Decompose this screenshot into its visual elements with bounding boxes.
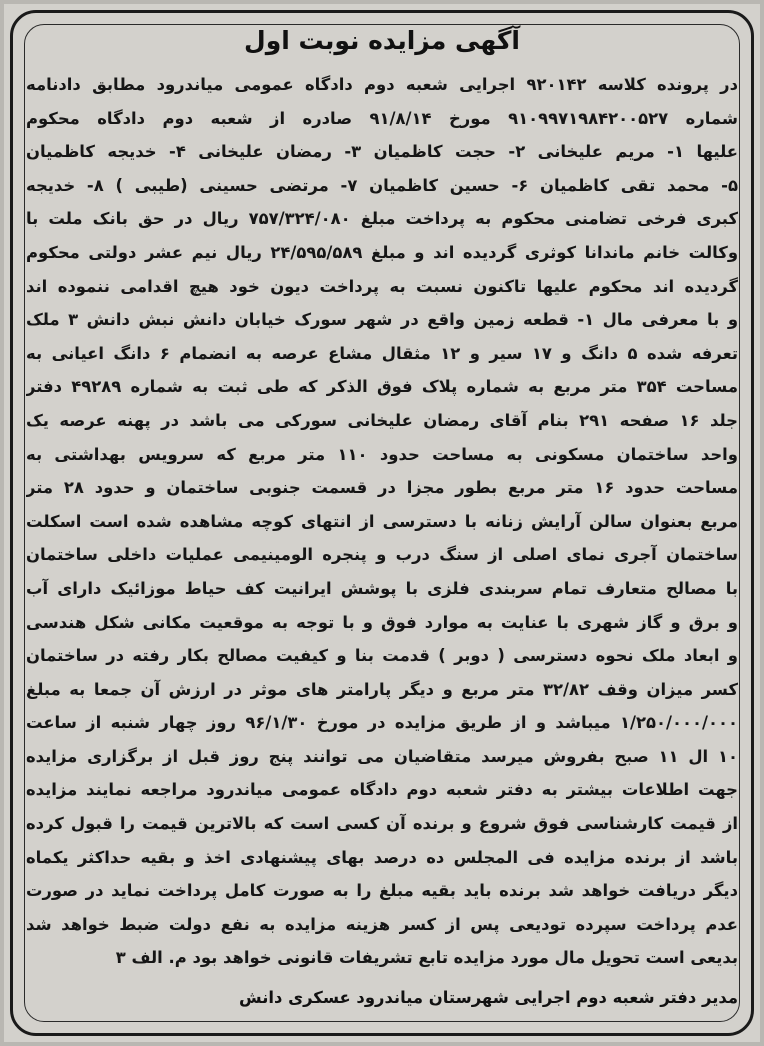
- notice-line: و برق و گاز شهری با عنایت به موارد فوق و با توجه به موقعیت مکانی شکل هندسی: [26, 612, 738, 632]
- notice-line: از قیمت کارشناسی فوق شروع و برنده آن کسی است که بالاترین قیمت را قبول کرده: [26, 814, 738, 834]
- notice-line: بدیعی است تحویل مال مورد مزایده تابع تشریفات قانونی خواهد بود م. الف ۳: [115, 948, 738, 968]
- notice-line: گردیده اند محکوم علیها تاکنون نسبت به پرداخت دیون خود هیچ اقدامی ننموده اند: [26, 276, 738, 296]
- notice-line: مساحت ۳۵۴ متر مربع به شماره پلاک فوق الذکر که طی ثبت به شماره ۴۹۲۸۹ دفتر: [26, 377, 738, 397]
- notice-line: در پرونده کلاسه ۹۲۰۱۴۲ اجرایی شعبه دوم دادگاه عمومی میاندرود مطابق دادنامه: [26, 75, 738, 94]
- notice-line: ۱۰ ال ۱۱ صبح بفروش میرسد متقاضیان می توانند پنج روز قبل از برگزاری مزایده: [26, 746, 738, 766]
- notice-line: مساحت حدود ۱۶ متر مربع بطور مجزا در قسمت جنوبی ساختمان و حدود ۲۸ متر: [26, 478, 738, 498]
- notice-line: وکالت خانم ماندانا کوثری گردیده اند و مبلغ ۲۴/۵۹۵/۵۸۹ ریال نیم عشر دولتی محکوم: [26, 242, 738, 262]
- notice-title: آگهی مزایده نوبت اول: [244, 26, 520, 55]
- notice-line: با مصالح متعارف تمام سربندی فلزی با پوشش ایرانیت کف حیاط موزائیک دارای آب: [26, 578, 738, 598]
- notice-line: کسر میزان وقف ۳۲/۸۲ متر مربع و دیگر پارامتر های موثر در ارزش آن جمعا به مبلغ: [26, 679, 738, 699]
- notice-line: واحد ساختمان مسکونی به مساحت حدود ۱۱۰ متر مربع که سرویس بهداشتی به: [26, 444, 738, 464]
- notice-line: مربع بعنوان سالن آرایش زنانه با دسترسی از انتهای کوچه مشاهده شده است اسکلت: [26, 511, 738, 531]
- notice-line: شماره ۹۱۰۹۹۷۱۹۸۴۲۰۰۵۲۷ مورخ ۹۱/۸/۱۴ صادره از شعبه دوم دادگاه محکوم: [26, 108, 738, 128]
- notice-line: کبری فرخی تضامنی محکوم به پرداخت مبلغ ۷۵۷/۳۲۴/۰۸۰ ریال در حق بانک ملت با: [26, 209, 738, 229]
- notice-line: و ابعاد ملک نحوه دسترسی ( دوبر ) قدمت بنا و کیفیت مصالح بکار رفته در ساختمان: [26, 646, 738, 666]
- notice-line: ۵- محمد تقی کاظمیان ۶- حسین کاظمیان ۷- مرتضی حسینی (طیبی ) ۸- خدیجه: [26, 175, 738, 195]
- notice-line: دیگر دریافت خواهد شد برنده باید بقیه مبلغ را به صورت کامل پرداخت نماید در صورت: [26, 881, 738, 901]
- notice-line: عدم پرداخت سپرده تودیعی پس از کسر هزینه مزایده به نفع دولت ضبط خواهد شد: [26, 914, 738, 934]
- notice-line: ۱/۲۵۰/۰۰۰/۰۰۰ میباشد و از طریق مزایده در مورخ ۹۶/۱/۳۰ روز چهار شنبه از ساعت: [26, 713, 738, 733]
- notice-line: جلد ۱۶ صفحه ۲۹۱ بنام آقای رمضان علیخانی سورکی می باشد در پهنه عرصه یک: [26, 410, 738, 430]
- notice-line: علیها ۱- مریم علیخانی ۲- حجت کاظمیان ۳- رمضان علیخانی ۴- خدیجه کاظمیان: [26, 142, 738, 162]
- notice-line: جهت اطلاعات بیشتر به دفتر شعبه دوم دادگاه عمومی میاندرود مراجعه نمایند مزایده: [26, 780, 738, 800]
- notice-signature: مدیر دفتر شعبه دوم اجرایی شهرستان میاندرود عسکری دانش: [239, 988, 738, 1007]
- notice-line: باشد از برنده مزایده فی المجلس ده درصد بهای پیشنهادی اخذ و بقیه حداکثر یکماه: [26, 847, 738, 867]
- notice-body: [26, 68, 738, 975]
- notice-line: ساختمان آجری نمای اصلی از سنگ درب و پنجره الومینیمی عملیات داخلی ساختمان: [26, 545, 738, 565]
- notice-line: تعرفه شده ۵ دانگ و ۱۷ سیر و ۱۲ مثقال مشاع عرصه به انضمام ۶ دانگ اعیانی به: [26, 343, 738, 363]
- newspaper-clipping: [4, 4, 760, 1042]
- notice-line: و با معرفی مال ۱- قطعه زمین واقع در شهر سورک خیابان دانش نبش دانش ۳ ملک: [26, 310, 738, 330]
